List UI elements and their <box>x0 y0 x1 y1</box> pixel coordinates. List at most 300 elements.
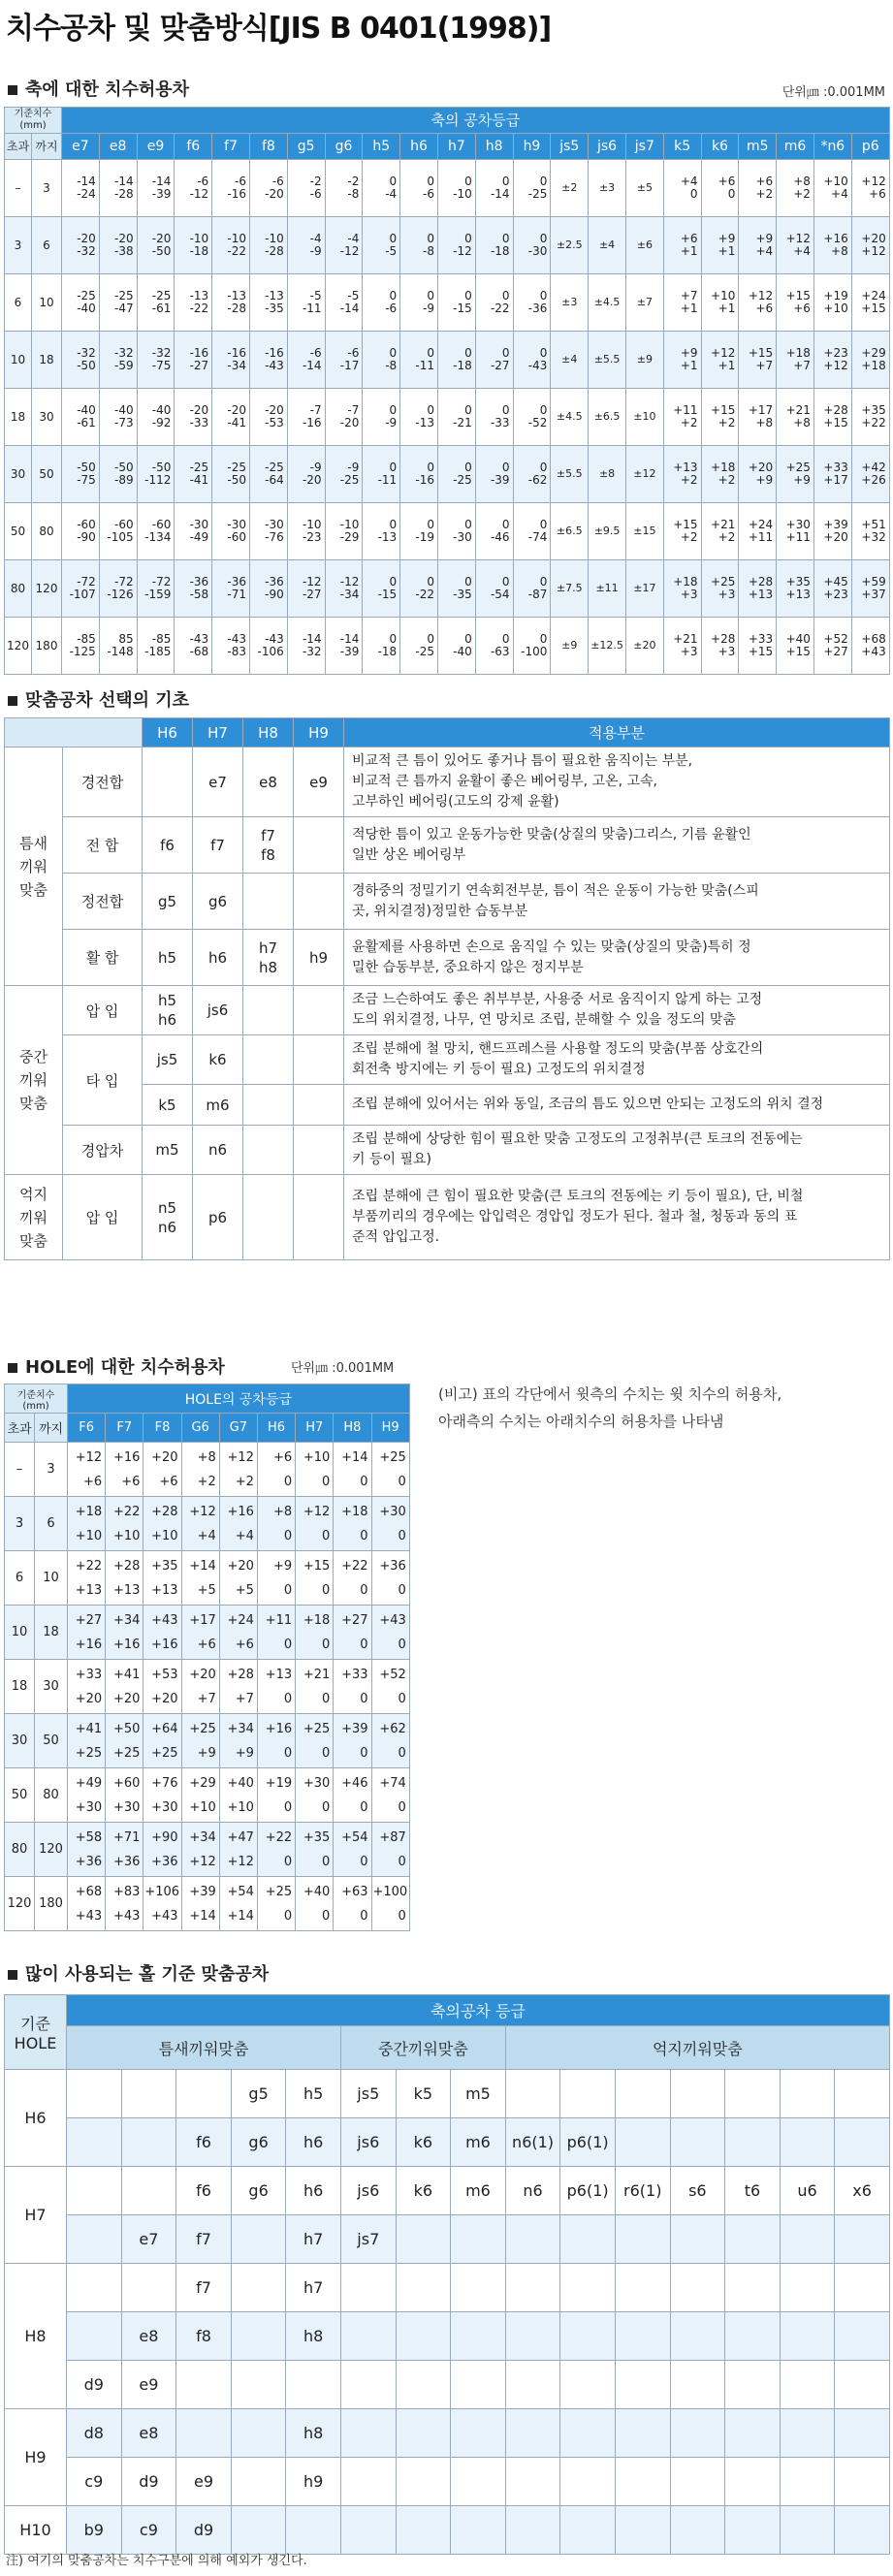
tolerance-cell: +22 0 <box>257 1823 295 1877</box>
tolerance-cell: 0 -27 <box>475 332 513 389</box>
fit-cell <box>725 2506 781 2555</box>
tolerance-cell: -5 -14 <box>325 274 363 332</box>
tolerance-cell: +39 +20 <box>813 503 851 560</box>
table-row <box>5 930 890 986</box>
fit-cell <box>243 1035 294 1085</box>
range-over: – <box>5 1443 35 1497</box>
tolerance-cell: +30 0 <box>296 1768 334 1823</box>
fit-cell: k6 <box>396 2118 451 2167</box>
table-row <box>5 1175 890 1260</box>
tolerance-cell: -20 -38 <box>99 217 137 274</box>
table-header-row <box>5 108 890 134</box>
column-header: js6 <box>589 134 626 160</box>
tolerance-cell: +43 0 <box>371 1606 409 1660</box>
tolerance-cell: +16 +4 <box>219 1497 257 1551</box>
tolerance-cell: +43 +16 <box>144 1606 181 1660</box>
tolerance-cell: +12 +6 <box>739 274 777 332</box>
column-header: m5 <box>739 134 777 160</box>
tolerance-cell: +54 0 <box>334 1823 371 1877</box>
fit-cell <box>176 2070 232 2118</box>
tolerance-cell: +19 +10 <box>813 274 851 332</box>
tolerance-cell: -32 -75 <box>137 332 175 389</box>
range-over: 30 <box>5 446 32 503</box>
column-header: f6 <box>175 134 212 160</box>
section-title-text: 맞춤공차 선택의 기초 <box>25 690 190 711</box>
tolerance-cell: +35 +13 <box>144 1551 181 1606</box>
tolerance-cell: +68 +43 <box>851 618 889 675</box>
tolerance-cell: -40 -73 <box>99 389 137 446</box>
tolerance-cell: +39 0 <box>334 1714 371 1768</box>
range-over: 3 <box>5 1497 35 1551</box>
tolerance-cell: ±4.5 <box>551 389 589 446</box>
tolerance-cell: -12 -34 <box>325 560 363 618</box>
fit-cell <box>451 2458 506 2506</box>
table-row <box>5 2264 890 2312</box>
tolerance-cell: +33 +20 <box>68 1660 106 1714</box>
range-upto: 3 <box>35 1443 68 1497</box>
tolerance-cell: 0 -33 <box>475 389 513 446</box>
fit-cell: m6 <box>451 2118 506 2167</box>
sub-name: 경압차 <box>63 1126 143 1175</box>
table-row <box>5 1768 410 1823</box>
tolerance-cell: -30 -49 <box>175 503 212 560</box>
range-over: 3 <box>5 217 32 274</box>
tolerance-cell: -4 -9 <box>287 217 325 274</box>
fit-cell <box>286 2506 341 2555</box>
fit-cell <box>340 2264 396 2312</box>
fit-cell: d9 <box>176 2506 232 2555</box>
tolerance-cell: +9 +4 <box>739 217 777 274</box>
fit-cell: h7 <box>286 2264 341 2312</box>
tolerance-cell: ±3 <box>589 160 626 217</box>
fit-cell <box>294 1035 344 1085</box>
apply-desc: 적당한 틈이 있고 운동가능한 맞춤(상질의 맞춤)그리스, 기름 윤활인 일반 상온 베어링부 <box>344 817 890 874</box>
range-over: 80 <box>5 1823 35 1877</box>
tolerance-cell: -85 -125 <box>62 618 100 675</box>
bullet-square-icon <box>8 696 17 706</box>
tolerance-cell: -43 -106 <box>249 618 287 675</box>
tolerance-cell: -50 -89 <box>99 446 137 503</box>
range-upto: 80 <box>35 1768 68 1823</box>
tolerance-cell: -25 -61 <box>137 274 175 332</box>
column-header: f8 <box>249 134 287 160</box>
tolerance-cell: 0 -25 <box>513 160 551 217</box>
base-hole: H6 <box>5 2070 67 2167</box>
tolerance-cell: -6 -16 <box>212 160 250 217</box>
tolerance-cell: -6 -14 <box>287 332 325 389</box>
tolerance-cell: +49 +30 <box>68 1768 106 1823</box>
fit-cell <box>725 2118 781 2167</box>
tolerance-cell: +21 +3 <box>663 618 701 675</box>
common-fits-table <box>4 1994 890 2555</box>
tolerance-cell: 0 -36 <box>513 274 551 332</box>
column-header: H6 <box>257 1414 295 1443</box>
table-row <box>5 1497 410 1551</box>
fit-cell <box>670 2118 725 2167</box>
tolerance-cell: ±3 <box>551 274 589 332</box>
fit-cell <box>670 2458 725 2506</box>
fit-cell <box>835 2312 890 2361</box>
table-row <box>5 274 890 332</box>
tolerance-cell: +87 0 <box>371 1823 409 1877</box>
fit-cell: g6 <box>231 2167 286 2215</box>
fit-cell: f8 <box>176 2312 232 2361</box>
fit-cell <box>231 2409 286 2458</box>
column-header: e9 <box>137 134 175 160</box>
fit-cell <box>340 2409 396 2458</box>
table-row <box>5 560 890 618</box>
grade-header: 축의 공차등급 <box>62 108 890 134</box>
tolerance-cell: -5 -11 <box>287 274 325 332</box>
tolerance-cell: 0 -46 <box>475 503 513 560</box>
tolerance-cell: 0 -8 <box>363 332 400 389</box>
tolerance-cell: +28 +7 <box>219 1660 257 1714</box>
tolerance-cell: +52 0 <box>371 1660 409 1714</box>
tolerance-cell: -72 -159 <box>137 560 175 618</box>
tolerance-cell: -25 -64 <box>249 446 287 503</box>
fit-cell <box>176 2361 232 2409</box>
table-row <box>5 2215 890 2264</box>
fit-cell: js6 <box>340 2118 396 2167</box>
tolerance-cell: -36 -58 <box>175 560 212 618</box>
tolerance-cell: 0 -6 <box>400 160 438 217</box>
fit-cell: e8 <box>243 747 294 817</box>
tolerance-cell: +40 +15 <box>777 618 814 675</box>
fit-cell: c9 <box>121 2506 176 2555</box>
bullet-square-icon <box>8 85 17 95</box>
tolerance-cell: +24 +15 <box>851 274 889 332</box>
fit-cell: n5 n6 <box>143 1175 193 1260</box>
tolerance-cell: +9 0 <box>257 1551 295 1606</box>
tolerance-cell: -12 -27 <box>287 560 325 618</box>
fit-cell: g5 <box>143 874 193 930</box>
tolerance-cell: -2 -8 <box>325 160 363 217</box>
tolerance-cell: -60 -134 <box>137 503 175 560</box>
table-row <box>5 1606 410 1660</box>
tolerance-cell: +8 +2 <box>777 160 814 217</box>
tolerance-cell: +52 +27 <box>813 618 851 675</box>
tolerance-cell: +83 +43 <box>106 1877 144 1931</box>
sub-name: 활 합 <box>63 930 143 986</box>
tolerance-cell: +62 0 <box>371 1714 409 1768</box>
tolerance-cell: 0 -39 <box>475 446 513 503</box>
fit-cell <box>560 2215 616 2264</box>
tolerance-cell: -85 -185 <box>137 618 175 675</box>
table-row <box>5 2409 890 2458</box>
tolerance-cell: +39 +14 <box>181 1877 219 1931</box>
table-header-row <box>5 718 890 747</box>
tolerance-cell: -50 -112 <box>137 446 175 503</box>
fit-cell: h8 <box>286 2312 341 2361</box>
tolerance-cell: +18 +2 <box>701 446 739 503</box>
range-over: 10 <box>5 1606 35 1660</box>
table-header-row <box>5 134 890 160</box>
tolerance-cell: +24 +11 <box>739 503 777 560</box>
tolerance-cell: 0 -11 <box>400 332 438 389</box>
tolerance-cell: -16 -27 <box>175 332 212 389</box>
fit-cell: h5 <box>143 930 193 986</box>
fit-cell <box>835 2361 890 2409</box>
fit-cell <box>294 1175 344 1260</box>
tolerance-cell: +15 +6 <box>777 274 814 332</box>
range-over: 50 <box>5 1768 35 1823</box>
table-row <box>5 1035 890 1085</box>
tolerance-cell: -14 -39 <box>325 618 363 675</box>
group-name: 중간 끼워 맞춤 <box>5 986 63 1175</box>
fit-cell <box>340 2506 396 2555</box>
tolerance-cell: +42 +26 <box>851 446 889 503</box>
tolerance-cell: +25 +9 <box>181 1714 219 1768</box>
section-title-text: HOLE에 대한 치수허용차 <box>25 1357 225 1378</box>
fit-cell <box>294 874 344 930</box>
tolerance-cell: +18 +10 <box>68 1497 106 1551</box>
fit-cell: k5 <box>396 2070 451 2118</box>
column-header: js7 <box>625 134 663 160</box>
tolerance-cell: 0 -8 <box>400 217 438 274</box>
tolerance-cell: ±2.5 <box>551 217 589 274</box>
table-row <box>5 332 890 389</box>
tolerance-cell: -14 -32 <box>287 618 325 675</box>
fit-cell: x6 <box>835 2167 890 2215</box>
fit-cell <box>231 2506 286 2555</box>
tolerance-cell: 0 -15 <box>437 274 475 332</box>
tolerance-cell: 0 -9 <box>363 389 400 446</box>
fit-cell <box>340 2458 396 2506</box>
table-row <box>5 2361 890 2409</box>
fit-cell <box>560 2458 616 2506</box>
fit-selection-table <box>4 717 890 1260</box>
fit-cell <box>294 1085 344 1126</box>
fit-cell <box>243 1085 294 1126</box>
tolerance-cell: +54 +14 <box>219 1877 257 1931</box>
fit-cell: n6(1) <box>505 2118 560 2167</box>
fit-cell <box>231 2458 286 2506</box>
base-hole: H8 <box>5 2264 67 2409</box>
tolerance-cell: -72 -107 <box>62 560 100 618</box>
fit-cell <box>560 2409 616 2458</box>
tolerance-cell: ±9.5 <box>589 503 626 560</box>
fit-cell <box>835 2458 890 2506</box>
fit-cell: m6 <box>193 1085 243 1126</box>
tolerance-cell: +11 0 <box>257 1606 295 1660</box>
tolerance-cell: -32 -59 <box>99 332 137 389</box>
tolerance-cell: +13 +2 <box>663 446 701 503</box>
tolerance-cell: ±6.5 <box>551 503 589 560</box>
tolerance-cell: +46 0 <box>334 1768 371 1823</box>
fit-cell <box>67 2312 122 2361</box>
tolerance-cell: +6 +2 <box>739 160 777 217</box>
fit-cell <box>243 1126 294 1175</box>
fit-cell: p6 <box>193 1175 243 1260</box>
column-header: g6 <box>325 134 363 160</box>
tolerance-cell: +29 +10 <box>181 1768 219 1823</box>
tolerance-cell: +100 0 <box>371 1877 409 1931</box>
tolerance-cell: ±9 <box>551 618 589 675</box>
tolerance-cell: +51 +32 <box>851 503 889 560</box>
fit-cell: m6 <box>451 2167 506 2215</box>
hole-table-note: (비고) 표의 각단에서 윗측의 수치는 윗 치수의 허용차, 아래측의 수치는 아래치수의 허용차를 나타냄 <box>438 1385 782 1430</box>
tolerance-cell: +45 +23 <box>813 560 851 618</box>
fit-cell: m5 <box>451 2070 506 2118</box>
fit-cell <box>615 2506 670 2555</box>
tolerance-cell: +33 +15 <box>739 618 777 675</box>
fit-cell <box>780 2264 835 2312</box>
range-over: 80 <box>5 560 32 618</box>
table-header-row <box>5 1384 410 1414</box>
tolerance-cell: +53 +20 <box>144 1660 181 1714</box>
tolerance-cell: +20 +6 <box>144 1443 181 1497</box>
table-row <box>5 1660 410 1714</box>
table-row <box>5 1823 410 1877</box>
fit-cell <box>396 2409 451 2458</box>
table-row <box>5 1126 890 1175</box>
tolerance-cell: +33 +17 <box>813 446 851 503</box>
range-upto: 10 <box>35 1551 68 1606</box>
tolerance-cell: -25 -41 <box>175 446 212 503</box>
tolerance-cell: -10 -22 <box>212 217 250 274</box>
tolerance-cell: 0 -100 <box>513 618 551 675</box>
tolerance-cell: 0 -12 <box>437 217 475 274</box>
base-hole: H9 <box>5 2409 67 2506</box>
fit-cell: f6 <box>176 2118 232 2167</box>
tolerance-cell: -6 -17 <box>325 332 363 389</box>
tolerance-cell: -25 -40 <box>62 274 100 332</box>
fit-cell: h9 <box>286 2458 341 2506</box>
fit-cell <box>725 2070 781 2118</box>
range-upto: 18 <box>35 1606 68 1660</box>
tolerance-cell: +10 0 <box>296 1443 334 1497</box>
table-row <box>5 1714 410 1768</box>
fit-cell <box>835 2409 890 2458</box>
fit-cell: b9 <box>67 2506 122 2555</box>
fit-cell: e8 <box>121 2409 176 2458</box>
tolerance-cell: +74 0 <box>371 1768 409 1823</box>
tolerance-cell: +59 +37 <box>851 560 889 618</box>
tolerance-cell: 0 -5 <box>363 217 400 274</box>
fit-cell <box>294 986 344 1035</box>
fit-cell <box>505 2312 560 2361</box>
fit-cell <box>780 2361 835 2409</box>
tolerance-cell: +24 +6 <box>219 1606 257 1660</box>
tolerance-cell: -13 -28 <box>212 274 250 332</box>
fit-cell: h6 <box>193 930 243 986</box>
table-row <box>5 1551 410 1606</box>
column-header: F8 <box>144 1414 181 1443</box>
table-row <box>5 2167 890 2215</box>
tolerance-cell: -10 -29 <box>325 503 363 560</box>
fit-cell <box>67 2070 122 2118</box>
fit-cell <box>725 2312 781 2361</box>
tolerance-cell: +14 +5 <box>181 1551 219 1606</box>
tolerance-cell: +9 +1 <box>701 217 739 274</box>
tolerance-cell: +106 +43 <box>144 1877 181 1931</box>
tolerance-cell: +20 +12 <box>851 217 889 274</box>
blank-header <box>5 718 143 747</box>
fit-cell <box>451 2361 506 2409</box>
tolerance-cell: +28 +3 <box>701 618 739 675</box>
tolerance-cell: +40 +10 <box>219 1768 257 1823</box>
fit-cell <box>615 2215 670 2264</box>
tolerance-cell: ±2 <box>551 160 589 217</box>
tolerance-cell: +30 0 <box>371 1497 409 1551</box>
table-row <box>5 874 890 930</box>
table-row <box>5 2506 890 2555</box>
apply-desc: 윤활제를 사용하면 손으로 움직일 수 있는 맞춤(상질의 맞춤)특히 정 밀한 습동부분, 중요하지 않은 정지부분 <box>344 930 890 986</box>
tolerance-cell: +25 0 <box>257 1877 295 1931</box>
table-row <box>5 160 890 217</box>
tolerance-cell: 0 -63 <box>475 618 513 675</box>
tolerance-cell: ±5.5 <box>551 446 589 503</box>
tolerance-cell: +17 +8 <box>739 389 777 446</box>
fit-cell: h5 h6 <box>143 986 193 1035</box>
fit-cell: k5 <box>143 1085 193 1126</box>
range-upto: 3 <box>32 160 62 217</box>
fit-cell <box>294 817 344 874</box>
fit-cell <box>670 2312 725 2361</box>
tolerance-cell: +76 +30 <box>144 1768 181 1823</box>
fit-cell: f7 <box>176 2264 232 2312</box>
tolerance-cell: -6 -20 <box>249 160 287 217</box>
tolerance-cell: +34 +12 <box>181 1823 219 1877</box>
tolerance-cell: -30 -76 <box>249 503 287 560</box>
tolerance-cell: +21 +8 <box>777 389 814 446</box>
fit-cell <box>451 2215 506 2264</box>
fit-cell <box>725 2215 781 2264</box>
fit-cell: h6 <box>286 2167 341 2215</box>
range-over: 50 <box>5 503 32 560</box>
tolerance-cell: ±9 <box>625 332 663 389</box>
tolerance-cell: +28 +15 <box>813 389 851 446</box>
tolerance-cell: 0 -62 <box>513 446 551 503</box>
apply-desc: 비교적 큰 틈이 있어도 좋거나 틈이 필요한 움직이는 부분, 비교적 큰 틈까지 윤활이 좋은 베어링부, 고온, 고속, 고부하인 베어링(고도의 강제 윤활) <box>344 747 890 817</box>
fit-cell <box>505 2458 560 2506</box>
tolerance-cell: +12 +6 <box>68 1443 106 1497</box>
column-header: *n6 <box>813 134 851 160</box>
tolerance-cell: -60 -90 <box>62 503 100 560</box>
sub-name: 정전합 <box>63 874 143 930</box>
tolerance-cell: -43 -68 <box>175 618 212 675</box>
tolerance-cell: +18 0 <box>296 1606 334 1660</box>
upto-header: 까지 <box>35 1414 68 1443</box>
over-header: 초과 <box>5 1414 35 1443</box>
tolerance-cell: 0 -15 <box>363 560 400 618</box>
tolerance-cell: +41 +25 <box>68 1714 106 1768</box>
tolerance-cell: +6 +1 <box>663 217 701 274</box>
fit-cell <box>670 2215 725 2264</box>
fit-cell <box>67 2118 122 2167</box>
fit-cell <box>725 2361 781 2409</box>
upto-header: 까지 <box>32 134 62 160</box>
column-header: h5 <box>363 134 400 160</box>
tolerance-cell: +33 0 <box>334 1660 371 1714</box>
fit-cell <box>560 2070 616 2118</box>
apply-desc: 조립 분해에 큰 힘이 필요한 맞춤(큰 토크의 전동에는 키 등이 필요), 단, 비철 부품끼리의 경우에는 압입력은 경압입 정도가 된다. 철과 철, 청동과 동의 표 준적 압입고정. <box>344 1175 890 1260</box>
tolerance-cell: +21 0 <box>296 1660 334 1714</box>
section-title-shaft <box>8 76 189 101</box>
tolerance-cell: +18 +7 <box>777 332 814 389</box>
tolerance-cell: 0 -18 <box>363 618 400 675</box>
fit-cell <box>560 2506 616 2555</box>
tolerance-cell: +41 +20 <box>106 1660 144 1714</box>
fit-cell <box>286 2361 341 2409</box>
fit-cell: f7 f8 <box>243 817 294 874</box>
range-over: – <box>5 160 32 217</box>
tolerance-cell: 0 -74 <box>513 503 551 560</box>
fit-cell: p6(1) <box>560 2118 616 2167</box>
tolerance-cell: +35 +13 <box>777 560 814 618</box>
column-header: G7 <box>219 1414 257 1443</box>
fit-cell <box>615 2312 670 2361</box>
